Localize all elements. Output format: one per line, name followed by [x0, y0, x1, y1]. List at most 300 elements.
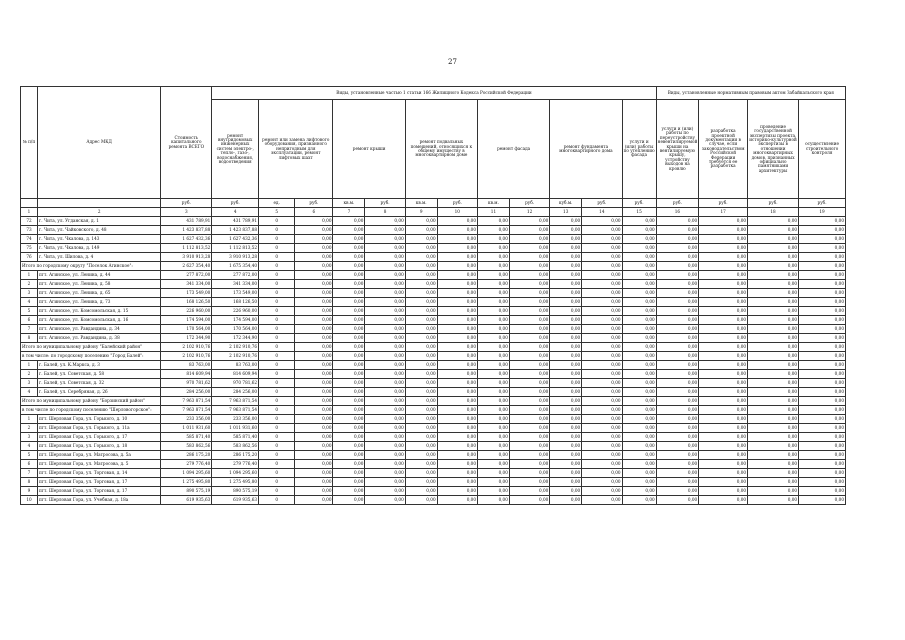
- row-value-cell: 0: [259, 379, 295, 388]
- row-value-cell: 0,00: [365, 478, 405, 487]
- row-value-cell: 0,00: [509, 460, 549, 469]
- unit-cell: руб.: [748, 199, 799, 208]
- row-value-cell: 0,00: [550, 343, 582, 352]
- row-value-cell: 0,00: [799, 469, 846, 478]
- row-value-cell: 0,00: [365, 316, 405, 325]
- row-value-cell: 0,00: [622, 253, 656, 262]
- index-cell: 11: [478, 208, 510, 217]
- row-value-cell: 0,00: [478, 370, 510, 379]
- row-value-cell: 0,00: [550, 388, 582, 397]
- row-value-cell: 0,00: [550, 325, 582, 334]
- row-value-cell: 0,00: [699, 262, 748, 271]
- row-value-cell: 0,00: [799, 451, 846, 460]
- row-value-cell: 0,00: [365, 361, 405, 370]
- header-elevator: ремонт или замена лифтового оборудования, признанного непригодным для эксплуатации, ремонт лифтовых шахт: [259, 100, 333, 199]
- row-value-cell: 0,00: [437, 433, 477, 442]
- index-cell: 15: [622, 208, 656, 217]
- row-value-cell: 0,00: [799, 487, 846, 496]
- row-value-cell: 0,00: [295, 442, 333, 451]
- row-value-cell: 0,00: [748, 262, 799, 271]
- row-value-cell: 0,00: [699, 388, 748, 397]
- row-value-cell: 0,00: [405, 343, 437, 352]
- row-value-cell: 0,00: [437, 343, 477, 352]
- row-address: г. Чита, ул. Чкалова, д. 143: [38, 235, 161, 244]
- row-value-cell: 0,00: [365, 352, 405, 361]
- row-value-cell: 0,00: [295, 379, 333, 388]
- row-value-cell: 0,00: [437, 298, 477, 307]
- row-value-cell: 0,00: [622, 244, 656, 253]
- row-value-cell: 0,00: [582, 289, 622, 298]
- row-value-cell: 0,00: [550, 352, 582, 361]
- row-value-cell: 0,00: [478, 235, 510, 244]
- row-value-cell: 0,00: [748, 217, 799, 226]
- row-value-cell: 0,00: [365, 370, 405, 379]
- table-row: [21, 415, 846, 424]
- row-value-cell: 0,00: [582, 262, 622, 271]
- index-cell: 4: [212, 208, 259, 217]
- row-value-cell: 0,00: [405, 424, 437, 433]
- index-cell: 8: [365, 208, 405, 217]
- row-value-cell: 0,00: [799, 478, 846, 487]
- row-value-cell: 0,00: [333, 487, 365, 496]
- row-value-cell: 0,00: [656, 334, 699, 343]
- row-value-cell: 0,00: [509, 397, 549, 406]
- row-value-cell: 0,00: [478, 487, 510, 496]
- row-value-cell: 0,00: [622, 487, 656, 496]
- row-value-cell: 0,00: [509, 352, 549, 361]
- row-value-cell: 0,00: [622, 307, 656, 316]
- table-row: [21, 469, 846, 478]
- row-value-cell: 0,00: [748, 271, 799, 280]
- row-value-cell: 0,00: [748, 415, 799, 424]
- row-number: 3: [21, 379, 38, 388]
- row-value-cell: 0,00: [295, 316, 333, 325]
- row-value-cell: 0,00: [478, 469, 510, 478]
- unit-cell: руб.: [365, 199, 405, 208]
- row-value-cell: 0,00: [582, 244, 622, 253]
- unit-cell: руб.: [295, 199, 333, 208]
- row-value-cell: 0,00: [799, 316, 846, 325]
- row-value-cell: 0,00: [295, 262, 333, 271]
- row-value-cell: 0,00: [622, 343, 656, 352]
- row-number: 4: [21, 442, 38, 451]
- row-engineering-cost: 1 675 354,40: [212, 262, 259, 271]
- row-value-cell: 0,00: [656, 352, 699, 361]
- row-value-cell: 0,00: [656, 487, 699, 496]
- row-value-cell: 0,00: [509, 334, 549, 343]
- row-value-cell: 0,00: [509, 487, 549, 496]
- row-value-cell: 0,00: [478, 397, 510, 406]
- row-value-cell: 0,00: [405, 406, 437, 415]
- row-value-cell: 0,00: [509, 280, 549, 289]
- row-total-cost: 1 112 813,52: [161, 244, 212, 253]
- row-value-cell: 0,00: [699, 478, 748, 487]
- row-value-cell: 0,00: [295, 244, 333, 253]
- row-value-cell: 0,00: [333, 451, 365, 460]
- row-value-cell: 0,00: [550, 271, 582, 280]
- row-number: 7: [21, 325, 38, 334]
- row-value-cell: 0,00: [405, 460, 437, 469]
- row-value-cell: 0,00: [622, 451, 656, 460]
- row-total-cost: 172 344,90: [161, 334, 212, 343]
- index-cell: 6: [295, 208, 333, 217]
- row-address: г. Чита, ул. Угданская, д. 1: [38, 217, 161, 226]
- row-engineering-cost: 2 102 910,76: [212, 343, 259, 352]
- table-row: [21, 496, 846, 505]
- row-value-cell: 0,00: [365, 262, 405, 271]
- row-value-cell: 0,00: [295, 289, 333, 298]
- unit-cell: [21, 199, 38, 208]
- row-value-cell: 0,00: [748, 451, 799, 460]
- row-value-cell: 0,00: [333, 442, 365, 451]
- row-total-cost: 170 564,00: [161, 325, 212, 334]
- row-value-cell: 0,00: [333, 217, 365, 226]
- row-value-cell: 0,00: [509, 496, 549, 505]
- row-value-cell: 0,00: [748, 496, 799, 505]
- row-value-cell: 0,00: [437, 352, 477, 361]
- row-value-cell: 0,00: [582, 280, 622, 289]
- row-value-cell: 0,00: [365, 280, 405, 289]
- row-value-cell: 0,00: [365, 469, 405, 478]
- row-value-cell: 0,00: [333, 298, 365, 307]
- row-number: 1: [21, 415, 38, 424]
- row-engineering-cost: 585 871,40: [212, 433, 259, 442]
- row-engineering-cost: 1 094 295,60: [212, 469, 259, 478]
- row-value-cell: 0,00: [799, 253, 846, 262]
- row-value-cell: 0,00: [582, 424, 622, 433]
- row-value-cell: 0,00: [509, 226, 549, 235]
- row-total-cost: 814 609,94: [161, 370, 212, 379]
- row-value-cell: 0,00: [656, 316, 699, 325]
- row-value-cell: 0,00: [748, 352, 799, 361]
- table-row: [21, 451, 846, 460]
- row-value-cell: 0,00: [748, 253, 799, 262]
- row-number: 5: [21, 451, 38, 460]
- row-number: 1: [21, 361, 38, 370]
- row-value-cell: 0,00: [799, 280, 846, 289]
- row-value-cell: 0,00: [405, 298, 437, 307]
- row-value-cell: 0,00: [405, 379, 437, 388]
- row-value-cell: 0,00: [333, 244, 365, 253]
- row-value-cell: 0,00: [582, 496, 622, 505]
- row-value-cell: 0,00: [405, 325, 437, 334]
- register-body: [21, 217, 846, 505]
- row-value-cell: 0,00: [699, 469, 748, 478]
- row-value-cell: 0,00: [365, 388, 405, 397]
- unit-cell: руб.: [622, 199, 656, 208]
- row-value-cell: 0,00: [333, 253, 365, 262]
- row-value-cell: 0,00: [509, 316, 549, 325]
- unit-cell: руб.: [656, 199, 699, 208]
- row-value-cell: 0,00: [622, 325, 656, 334]
- row-value-cell: 0,00: [656, 226, 699, 235]
- row-value-cell: 0,00: [550, 478, 582, 487]
- row-value-cell: 0,00: [799, 496, 846, 505]
- row-value-cell: 0,00: [550, 460, 582, 469]
- row-value-cell: 0,00: [748, 334, 799, 343]
- row-value-cell: 0,00: [437, 496, 477, 505]
- row-value-cell: 0,00: [365, 307, 405, 316]
- row-address: г. Балей, ул. Советская, д. 58: [38, 370, 161, 379]
- row-value-cell: 0,00: [582, 433, 622, 442]
- row-value-cell: 0,00: [582, 316, 622, 325]
- header-engineering: ремонт внутридомовых инженерных систем электро-, тепло-, газо-, водоснабжения, водоотведения: [212, 100, 259, 199]
- row-value-cell: 0,00: [799, 325, 846, 334]
- table-row: [21, 298, 846, 307]
- row-value-cell: 0: [259, 280, 295, 289]
- row-value-cell: 0,00: [333, 379, 365, 388]
- row-total-cost: 174 594,00: [161, 316, 212, 325]
- row-engineering-cost: 890 575,19: [212, 487, 259, 496]
- row-value-cell: 0,00: [295, 325, 333, 334]
- row-value-cell: 0,00: [622, 406, 656, 415]
- row-value-cell: 0,00: [509, 388, 549, 397]
- row-value-cell: 0,00: [437, 307, 477, 316]
- row-value-cell: 0,00: [295, 433, 333, 442]
- row-address: пгт. Агинское, ул. Ленина, д. 44: [38, 271, 161, 280]
- row-value-cell: 0,00: [582, 442, 622, 451]
- header-design: разработка проектной документации в случае, если законодательством Российской Федерации требуется ее разработка: [699, 100, 748, 199]
- row-value-cell: 0,00: [365, 451, 405, 460]
- row-value-cell: 0,00: [478, 253, 510, 262]
- row-value-cell: 0,00: [365, 379, 405, 388]
- row-value-cell: 0,00: [582, 325, 622, 334]
- row-value-cell: 0,00: [550, 217, 582, 226]
- subtotal-row: [21, 397, 846, 406]
- row-value-cell: 0,00: [699, 235, 748, 244]
- row-number: 9: [21, 487, 38, 496]
- header-index-row: [21, 208, 846, 217]
- index-cell: 18: [748, 208, 799, 217]
- row-address: пгт. Агинское, ул. Комсомольская, д. 16: [38, 316, 161, 325]
- row-value-cell: 0,00: [365, 496, 405, 505]
- row-value-cell: 0: [259, 370, 295, 379]
- row-value-cell: 0,00: [478, 451, 510, 460]
- row-value-cell: 0,00: [333, 262, 365, 271]
- row-value-cell: 0,00: [295, 388, 333, 397]
- row-value-cell: 0,00: [478, 262, 510, 271]
- row-engineering-cost: 583 862,56: [212, 442, 259, 451]
- row-value-cell: 0,00: [509, 469, 549, 478]
- row-value-cell: 0,00: [550, 361, 582, 370]
- row-value-cell: 0,00: [509, 451, 549, 460]
- row-value-cell: 0,00: [582, 469, 622, 478]
- row-value-cell: 0,00: [799, 307, 846, 316]
- row-address: г. Чита, ул. Шилова, д. 4: [38, 253, 161, 262]
- unit-cell: руб.: [699, 199, 748, 208]
- row-value-cell: 0,00: [656, 370, 699, 379]
- index-cell: 7: [333, 208, 365, 217]
- row-value-cell: 0,00: [478, 478, 510, 487]
- row-value-cell: 0,00: [799, 244, 846, 253]
- row-value-cell: 0,00: [622, 361, 656, 370]
- table-row: [21, 424, 846, 433]
- row-value-cell: 0,00: [622, 334, 656, 343]
- row-value-cell: 0,00: [365, 253, 405, 262]
- row-value-cell: 0: [259, 217, 295, 226]
- row-value-cell: 0,00: [622, 496, 656, 505]
- row-value-cell: 0,00: [699, 334, 748, 343]
- row-total-cost: 3 910 913,28: [161, 253, 212, 262]
- row-value-cell: 0,00: [748, 343, 799, 352]
- row-total-cost: 7 963 871,54: [161, 406, 212, 415]
- row-engineering-cost: 1 627 432,36: [212, 235, 259, 244]
- row-address: пгт. Шерловая Гора, ул. Учебная, д. 18а: [38, 496, 161, 505]
- row-value-cell: 0,00: [622, 415, 656, 424]
- row-value-cell: 0,00: [748, 235, 799, 244]
- row-value-cell: 0,00: [509, 298, 549, 307]
- row-address: пгт. Агинское, ул. Равдандина, д. 34: [38, 325, 161, 334]
- table-row: [21, 271, 846, 280]
- row-address: пгт. Агинское, ул. Ленина, д. 58: [38, 280, 161, 289]
- row-engineering-cost: 226 960,00: [212, 307, 259, 316]
- row-value-cell: 0,00: [582, 217, 622, 226]
- row-value-cell: 0,00: [509, 433, 549, 442]
- row-value-cell: 0,00: [748, 442, 799, 451]
- row-value-cell: 0,00: [656, 325, 699, 334]
- row-value-cell: 0,00: [365, 298, 405, 307]
- row-value-cell: 0,00: [437, 235, 477, 244]
- header-foundation: ремонт фундамента многоквартирного дома: [550, 100, 622, 199]
- row-value-cell: 0,00: [509, 379, 549, 388]
- row-value-cell: 0,00: [478, 280, 510, 289]
- row-value-cell: 0,00: [437, 271, 477, 280]
- row-value-cell: 0,00: [799, 361, 846, 370]
- row-number: 4: [21, 388, 38, 397]
- row-value-cell: 0,00: [509, 325, 549, 334]
- table-row: [21, 460, 846, 469]
- row-value-cell: 0: [259, 478, 295, 487]
- row-total-cost: 286 175,20: [161, 451, 212, 460]
- row-value-cell: 0,00: [365, 415, 405, 424]
- row-value-cell: 0: [259, 271, 295, 280]
- row-value-cell: 0,00: [509, 289, 549, 298]
- row-value-cell: 0,00: [509, 478, 549, 487]
- row-value-cell: 0,00: [699, 487, 748, 496]
- row-value-cell: 0,00: [437, 415, 477, 424]
- row-value-cell: 0,00: [550, 334, 582, 343]
- row-value-cell: 0,00: [622, 235, 656, 244]
- row-value-cell: 0,00: [437, 334, 477, 343]
- row-engineering-cost: 286 175,20: [212, 451, 259, 460]
- row-value-cell: 0: [259, 442, 295, 451]
- subtotal-row: [21, 262, 846, 271]
- row-value-cell: 0,00: [748, 424, 799, 433]
- subtotal-label: в том числе: по городскому поселению "Город Балей":: [21, 352, 161, 361]
- row-total-cost: 2 102 910,76: [161, 343, 212, 352]
- unit-cell: [38, 199, 161, 208]
- row-value-cell: 0,00: [699, 289, 748, 298]
- row-total-cost: 2 627 354,40: [161, 262, 212, 271]
- header-address: Адрес МКД: [38, 87, 161, 199]
- row-value-cell: 0,00: [699, 370, 748, 379]
- row-value-cell: 0,00: [748, 379, 799, 388]
- row-value-cell: 0,00: [295, 460, 333, 469]
- header-services-a: услуги и (или) работы по утеплению фасада: [622, 100, 656, 199]
- row-value-cell: 0,00: [622, 352, 656, 361]
- row-engineering-cost: 1 275 495,80: [212, 478, 259, 487]
- row-value-cell: 0,00: [622, 460, 656, 469]
- row-value-cell: 0,00: [333, 415, 365, 424]
- row-value-cell: 0: [259, 325, 295, 334]
- row-value-cell: 0,00: [405, 253, 437, 262]
- unit-cell: кв.м.: [478, 199, 510, 208]
- row-value-cell: 0,00: [550, 406, 582, 415]
- row-value-cell: 0,00: [365, 424, 405, 433]
- row-value-cell: 0,00: [509, 415, 549, 424]
- table-row: [21, 478, 846, 487]
- row-value-cell: 0,00: [295, 487, 333, 496]
- unit-cell: кв.м.: [405, 199, 437, 208]
- row-total-cost: 83 763,00: [161, 361, 212, 370]
- row-value-cell: 0,00: [365, 433, 405, 442]
- row-value-cell: 0,00: [333, 370, 365, 379]
- row-value-cell: 0,00: [478, 244, 510, 253]
- row-value-cell: 0,00: [295, 469, 333, 478]
- row-value-cell: 0,00: [405, 478, 437, 487]
- row-value-cell: 0: [259, 244, 295, 253]
- row-value-cell: 0: [259, 496, 295, 505]
- row-total-cost: 585 871,40: [161, 433, 212, 442]
- index-cell: 14: [582, 208, 622, 217]
- row-value-cell: 0,00: [405, 217, 437, 226]
- row-value-cell: 0,00: [748, 406, 799, 415]
- row-value-cell: 0,00: [365, 289, 405, 298]
- row-total-cost: 277 872,00: [161, 271, 212, 280]
- row-value-cell: 0,00: [582, 370, 622, 379]
- row-value-cell: 0: [259, 433, 295, 442]
- row-value-cell: 0,00: [582, 397, 622, 406]
- header-row-number: № п/п: [21, 87, 38, 199]
- row-value-cell: 0,00: [295, 343, 333, 352]
- row-value-cell: 0,00: [437, 379, 477, 388]
- row-value-cell: 0,00: [699, 325, 748, 334]
- index-cell: 10: [437, 208, 477, 217]
- row-value-cell: 0: [259, 397, 295, 406]
- table-row: [21, 235, 846, 244]
- row-engineering-cost: 1 423 837,88: [212, 226, 259, 235]
- row-value-cell: 0,00: [550, 415, 582, 424]
- row-address: г. Балей, ул. К.Маркса, д. 3: [38, 361, 161, 370]
- row-value-cell: 0,00: [799, 334, 846, 343]
- row-total-cost: 1 011 931,60: [161, 424, 212, 433]
- row-value-cell: 0,00: [333, 271, 365, 280]
- row-value-cell: 0,00: [582, 235, 622, 244]
- subtotal-row: [21, 352, 846, 361]
- row-value-cell: 0,00: [405, 361, 437, 370]
- row-number: 8: [21, 478, 38, 487]
- row-value-cell: 0,00: [622, 442, 656, 451]
- unit-cell: руб.: [582, 199, 622, 208]
- row-number: 8: [21, 334, 38, 343]
- subtotal-label: Итого по муниципальному району "Борзинский район": [21, 397, 161, 406]
- table-row: [21, 307, 846, 316]
- row-value-cell: 0,00: [656, 343, 699, 352]
- row-value-cell: 0: [259, 424, 295, 433]
- row-value-cell: 0,00: [656, 361, 699, 370]
- row-value-cell: 0,00: [550, 424, 582, 433]
- row-value-cell: 0,00: [478, 289, 510, 298]
- row-value-cell: 0,00: [550, 469, 582, 478]
- row-value-cell: 0,00: [622, 424, 656, 433]
- row-value-cell: 0,00: [582, 478, 622, 487]
- row-engineering-cost: 1 112 813,52: [212, 244, 259, 253]
- row-address: г. Балей, ул. Серебряная, д. 26: [38, 388, 161, 397]
- row-value-cell: 0,00: [405, 415, 437, 424]
- row-value-cell: 0,00: [748, 460, 799, 469]
- row-value-cell: 0,00: [656, 442, 699, 451]
- row-value-cell: 0,00: [478, 217, 510, 226]
